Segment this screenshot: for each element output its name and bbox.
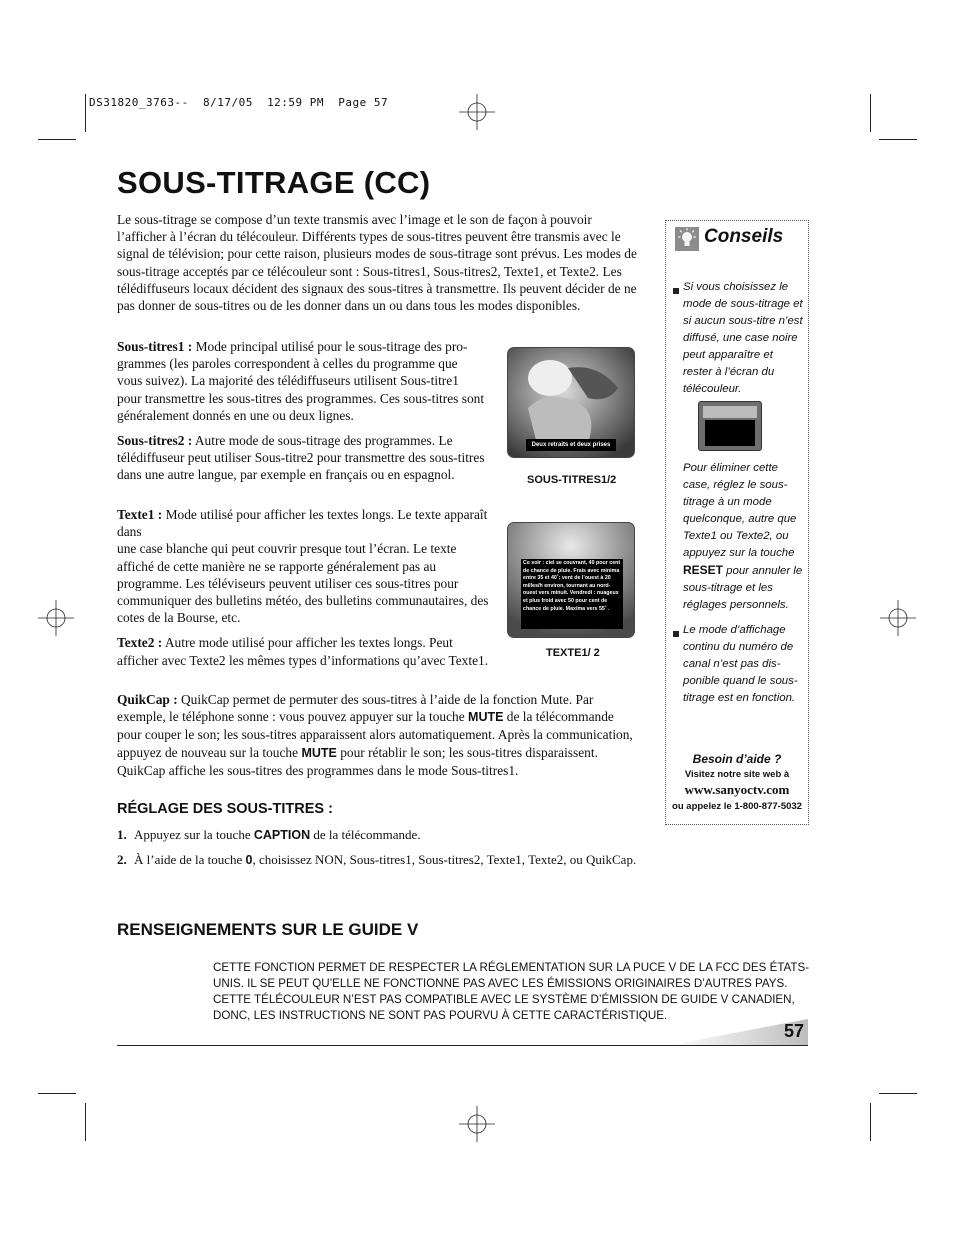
mode-block-1 [117, 338, 485, 492]
black-box [705, 420, 755, 446]
step-number: 1. [117, 827, 127, 842]
step-text [134, 851, 636, 869]
mode-texte2 [117, 634, 489, 668]
quikcap-part: QuikCap permet de permuter des sous-titres à l’aide de la fonction Mute. Par exemple, le téléphone sonne : vous pouvez appuyer sur la touche [117, 692, 594, 725]
step-part: , choisissez NON, Sous-titres1, Sous-titres2, Texte1, Texte2, ou QuikCap. [252, 852, 637, 867]
term-desc: Autre mode utilisé pour afficher les textes longs. Peut afficher avec Texte2 les mêmes types d’informations qu’avec Texte1. [117, 635, 489, 668]
tv-screen-figure-1 [507, 347, 635, 458]
quikcap-text [117, 691, 639, 779]
intro-text: Le sous-titrage se compose d’un texte transmis avec l’image et le son de façon à pouvoir l’afficher à l’écran du télécouleur. Différents types de sous-titres peuvent être transmis avec le signal de télévision; pour cette raison, plusieurs modes de sous-titrage sont prévus. Les modes de sous-titrage acceptés par ce télécouleur sont : Sous-titres1, Sous-titres2, Texte1, et Texte2. Les télédiffuseurs locaux décident des signaux des sous-titres à transmettre. Ils peuvent décider de ne pas donner de sous-titres ou de les donner dans un ou dans tous les modes disponibles. [117, 212, 637, 314]
term-desc: Mode principal utilisé pour le sous-titrage des programmes (les paroles correspondent à celles du programme que vous suivez). La majorité des télédiffuseurs utilisent Sous-titre1 pour transmettre les sous-titres des programmes. Ces sous-titres sont généralement donnés en une ou deux lignes. [117, 339, 485, 423]
settings-heading: RÉGLAGE DES SOUS-TITRES : [117, 801, 333, 817]
phone-number: ou appelez le 1-800-877-5032 [672, 801, 802, 812]
caption-key-label: CAPTION [253, 828, 311, 842]
crop-mark [38, 1093, 76, 1094]
list-item [117, 851, 637, 869]
mode-sous-titres1 [117, 338, 485, 424]
figure-1-label: SOUS-TITRES1/2 [527, 474, 617, 486]
step-part: Appuyez sur la touche [134, 827, 254, 842]
crop-mark [38, 139, 76, 140]
crop-mark [879, 1093, 917, 1094]
tip-part: Pour éliminer cette case, réglez le sous-titrage à un mode quelconque, autre que Texte1 ou Texte2, ou appuyez sur la touche [683, 462, 797, 559]
sidebar-heading: Conseils [704, 226, 784, 247]
term-desc: une case blanche qui peut couvrir presque tout l’écran. Le texte affiché de cette manière ne se rapporte généralement pas au programme. Les téléviseurs peuvent utiliser ces sous-titres pour communiquer des bulletins météo, des bulletins communautaires, des cotes de la Bourse, etc. [117, 541, 489, 626]
mode-texte1 [117, 506, 489, 626]
tip-part: pour annuler le sous-titrage et les réglages personnels. [683, 565, 803, 611]
term: Texte2 : [117, 635, 163, 651]
mode-sous-titres2 [117, 432, 485, 484]
crop-mark [879, 139, 917, 140]
print-slug: DS31820_3763-- 8/17/05 12:59 PM Page 57 [89, 96, 389, 109]
registration-mark-icon [459, 1106, 495, 1142]
caption-overlay: Deux retraits et deux prises [526, 439, 616, 451]
guide-v-text: CETTE FONCTION PERMET DE RESPECTER LA RÉGLEMENTATION SUR LA PUCE V DE LA FCC DES ÉTATS-UNIS. IL SE PEUT QU’ELLE NE FONCTIONNE PAS AVEC LES ÉMISSIONS ORIGINAIRES D’AUTRES PAYS. CETTE TÉLÉCOULEUR N’EST PAS COMPATIBLE AVEC LE SYSTÈME D’ÉMISSION DE GUIDE V CANADIEN, DONC, LES INSTRUCTIONS NE SONT PAS POURVU À CETTE CARACTÉRISTIQUE. [213, 961, 810, 1022]
reset-key-label: RESET [683, 563, 724, 577]
text-box-overlay: Ce soir : ciel se couvrant, 40 pour cent de chance de pluie. Frais avec minima entre 35 et 40˚; vent de l’ouest à 20 milles/h environ, tournant au nord-ouest vers minuit. Vendredi : nuageux et plus froid avec 50 pour cent de chance de pluie. Maxima vers 55˚ . [521, 559, 623, 629]
registration-mark-icon [880, 600, 916, 636]
term: Texte1 : [117, 507, 163, 522]
list-item [117, 826, 637, 844]
bullet-icon [673, 288, 679, 294]
term-desc: Autre mode de sous-titrage des programmes. Le télédiffuseur peut utiliser Sous-titre2 pour transmettre des sous-titres dans une autre langue, par exemple en français ou en espagnol. [117, 433, 485, 483]
help-text: Visitez notre site web à [684, 769, 790, 780]
mode-block-2 [117, 506, 489, 677]
mute-key-label: MUTE [301, 745, 337, 760]
tip-2-text: Le mode d’affichage continu du numéro de canal n’est pas disponible quand le sous-titrage est en fonction. [683, 624, 798, 704]
tv-screen-figure-2 [507, 522, 635, 638]
settings-steps [117, 826, 637, 876]
guide-v-heading: RENSEIGNEMENTS SUR LE GUIDE V [117, 920, 419, 939]
quikcap-paragraph [117, 691, 639, 787]
step-part: À l’aide de la touche [134, 852, 246, 867]
tip-1-text: Si vous choisissez le mode de sous-titrage et si aucun sous-titre n’est diffusé, une case noire peut apparaître et rester à l’écran du télécouleur. [683, 281, 803, 395]
bullet-icon [673, 631, 679, 637]
figure-2-label: TEXTE1/ 2 [546, 647, 600, 659]
term: Sous-titres1 : [117, 339, 193, 354]
footer-rule [117, 1045, 808, 1046]
quikcap-part: de la télécommande pour couper le son; les sous-titres apparaissent alors automatiquement. Après la communication, appuyez de nouveau sur la touche [117, 709, 633, 760]
tips-sidebar [665, 220, 809, 825]
crop-mark [870, 94, 871, 132]
step-number: 2. [117, 852, 127, 867]
crop-mark [870, 1103, 871, 1141]
lightbulb-icon [675, 227, 699, 251]
zero-key-label: 0 [245, 853, 253, 867]
mute-key-label: MUTE [468, 710, 504, 725]
help-title: Besoin d’aide ? [692, 752, 782, 766]
tv-black-box-image [698, 401, 762, 451]
registration-mark-icon [459, 94, 495, 130]
crop-mark [85, 1103, 86, 1141]
registration-mark-icon [38, 600, 74, 636]
step-part: de la télécommande. [310, 827, 421, 842]
quikcap-part: pour rétablir le son; les sous-titres disparaissent. QuikCap affiche les sous-titres des programmes dans le mode Sous-titres1. [117, 744, 598, 778]
crop-mark [85, 94, 86, 132]
term: QuikCap : [117, 692, 178, 707]
term: Sous-titres2 : [117, 433, 193, 449]
intro-paragraph [117, 211, 639, 322]
step-text [134, 826, 421, 844]
page-title: SOUS-TITRAGE (CC) [117, 165, 431, 200]
tip-1b-text [683, 460, 807, 614]
page-number: 57 [783, 1021, 804, 1041]
term-desc: Mode utilisé pour afficher les textes longs. Le texte apparaît dans [117, 507, 488, 540]
website-link[interactable]: www.sanyoctv.com [684, 782, 790, 797]
tv-picture [703, 406, 757, 418]
